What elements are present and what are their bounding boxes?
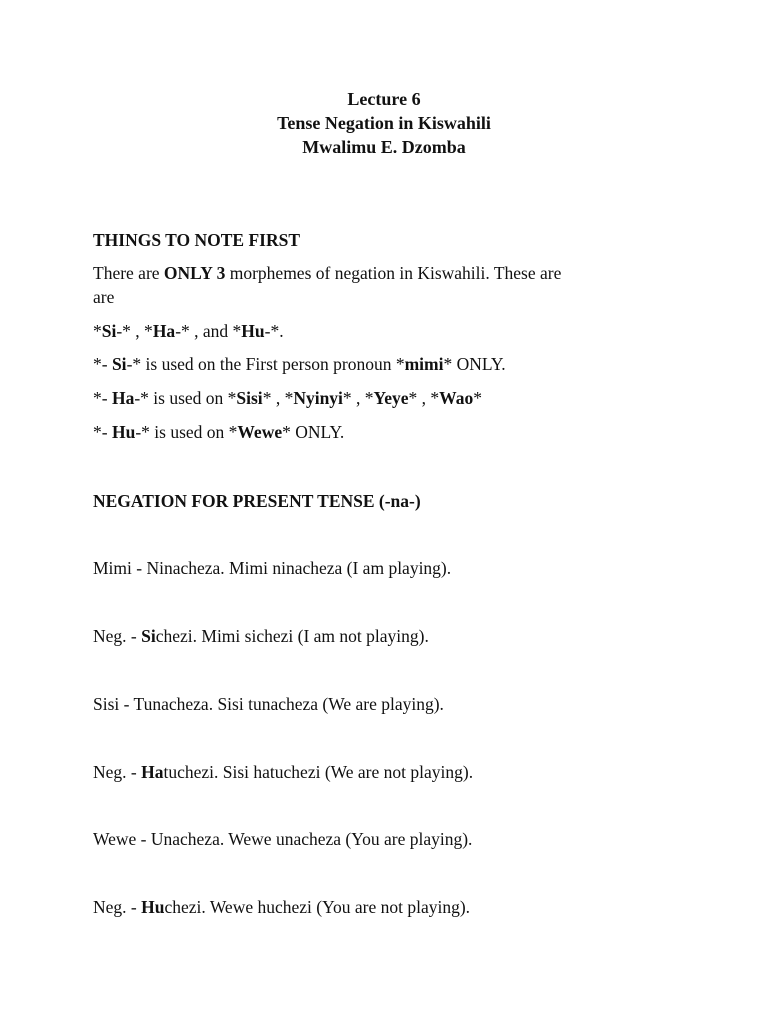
bold-term: Sisi	[236, 388, 263, 408]
text-segment: Sisi - Tunacheza. Sisi tunacheza (We are playing).	[93, 694, 444, 714]
bold-term: Wewe	[237, 422, 283, 442]
text-segment: -* , *	[116, 321, 153, 341]
rule-hu-line	[93, 421, 693, 443]
lecture-number: Lecture 6	[347, 89, 421, 109]
text-segment: Neg. -	[93, 626, 142, 646]
example-line	[93, 693, 693, 715]
bold-term: Ha	[111, 388, 135, 408]
text-segment: -* , and *	[175, 321, 242, 341]
lecture-title: Tense Negation in Kiswahili	[277, 113, 491, 133]
text-segment: -* is used on the First person pronoun *	[126, 354, 405, 374]
text-segment: -*.	[264, 321, 284, 341]
bold-term: Hu	[141, 897, 165, 917]
intro-continuation: are	[93, 287, 115, 307]
title-block	[0, 87, 768, 159]
text-segment: * , *	[262, 388, 294, 408]
bold-term: Si	[101, 321, 117, 341]
text-segment: *	[473, 388, 482, 408]
intro-pre: There are	[93, 263, 164, 283]
intro-post: morphemes of negation in Kiswahili. These are	[225, 263, 562, 283]
bold-term: Hu	[111, 422, 136, 442]
example-line	[93, 625, 693, 647]
bold-term: mimi	[404, 354, 444, 374]
text-segment: Wewe - Unacheza. Wewe unacheza (You are playing).	[93, 829, 473, 849]
lecture-author: Mwalimu E. Dzomba	[302, 137, 466, 157]
text-segment: *-	[93, 354, 112, 374]
text-segment: * ONLY.	[443, 354, 506, 374]
text-segment: * , *	[408, 388, 440, 408]
rule-ha-line	[93, 387, 693, 409]
example-line	[93, 828, 693, 850]
text-segment: * , *	[342, 388, 374, 408]
bold-term: Ha	[141, 762, 164, 782]
bold-term: Ha	[152, 321, 176, 341]
text-segment: *	[93, 321, 102, 341]
morphemes-line	[93, 320, 693, 342]
bold-term: Yeye	[373, 388, 409, 408]
bold-term: Hu	[241, 321, 265, 341]
text-segment: Mimi - Ninacheza. Mimi ninacheza (I am playing).	[93, 558, 452, 578]
bold-term: Wao	[439, 388, 474, 408]
text-segment: chezi. Mimi sichezi (I am not playing).	[155, 626, 429, 646]
example-line	[93, 896, 693, 918]
text-segment: -* is used on *	[135, 422, 238, 442]
text-segment: * ONLY.	[282, 422, 345, 442]
bold-term: Nyinyi	[293, 388, 343, 408]
rule-si-line	[93, 353, 693, 375]
example-line	[93, 557, 693, 579]
text-segment: *-	[93, 388, 112, 408]
text-segment: tuchezi. Sisi hatuchezi (We are not playing).	[163, 762, 474, 782]
text-segment: Neg. -	[93, 762, 142, 782]
note-heading: THINGS TO NOTE FIRST	[93, 230, 300, 250]
text-segment: chezi. Wewe huchezi (You are not playing).	[164, 897, 471, 917]
text-segment: Neg. -	[93, 897, 142, 917]
present-tense-heading: NEGATION FOR PRESENT TENSE (-na-)	[93, 491, 421, 511]
example-line	[93, 761, 693, 783]
bold-term: Si	[141, 626, 156, 646]
text-segment: *-	[93, 422, 112, 442]
text-segment: -* is used on *	[134, 388, 237, 408]
intro-bold: ONLY 3	[163, 263, 226, 283]
bold-term: Si	[111, 354, 127, 374]
intro-line	[93, 262, 693, 284]
